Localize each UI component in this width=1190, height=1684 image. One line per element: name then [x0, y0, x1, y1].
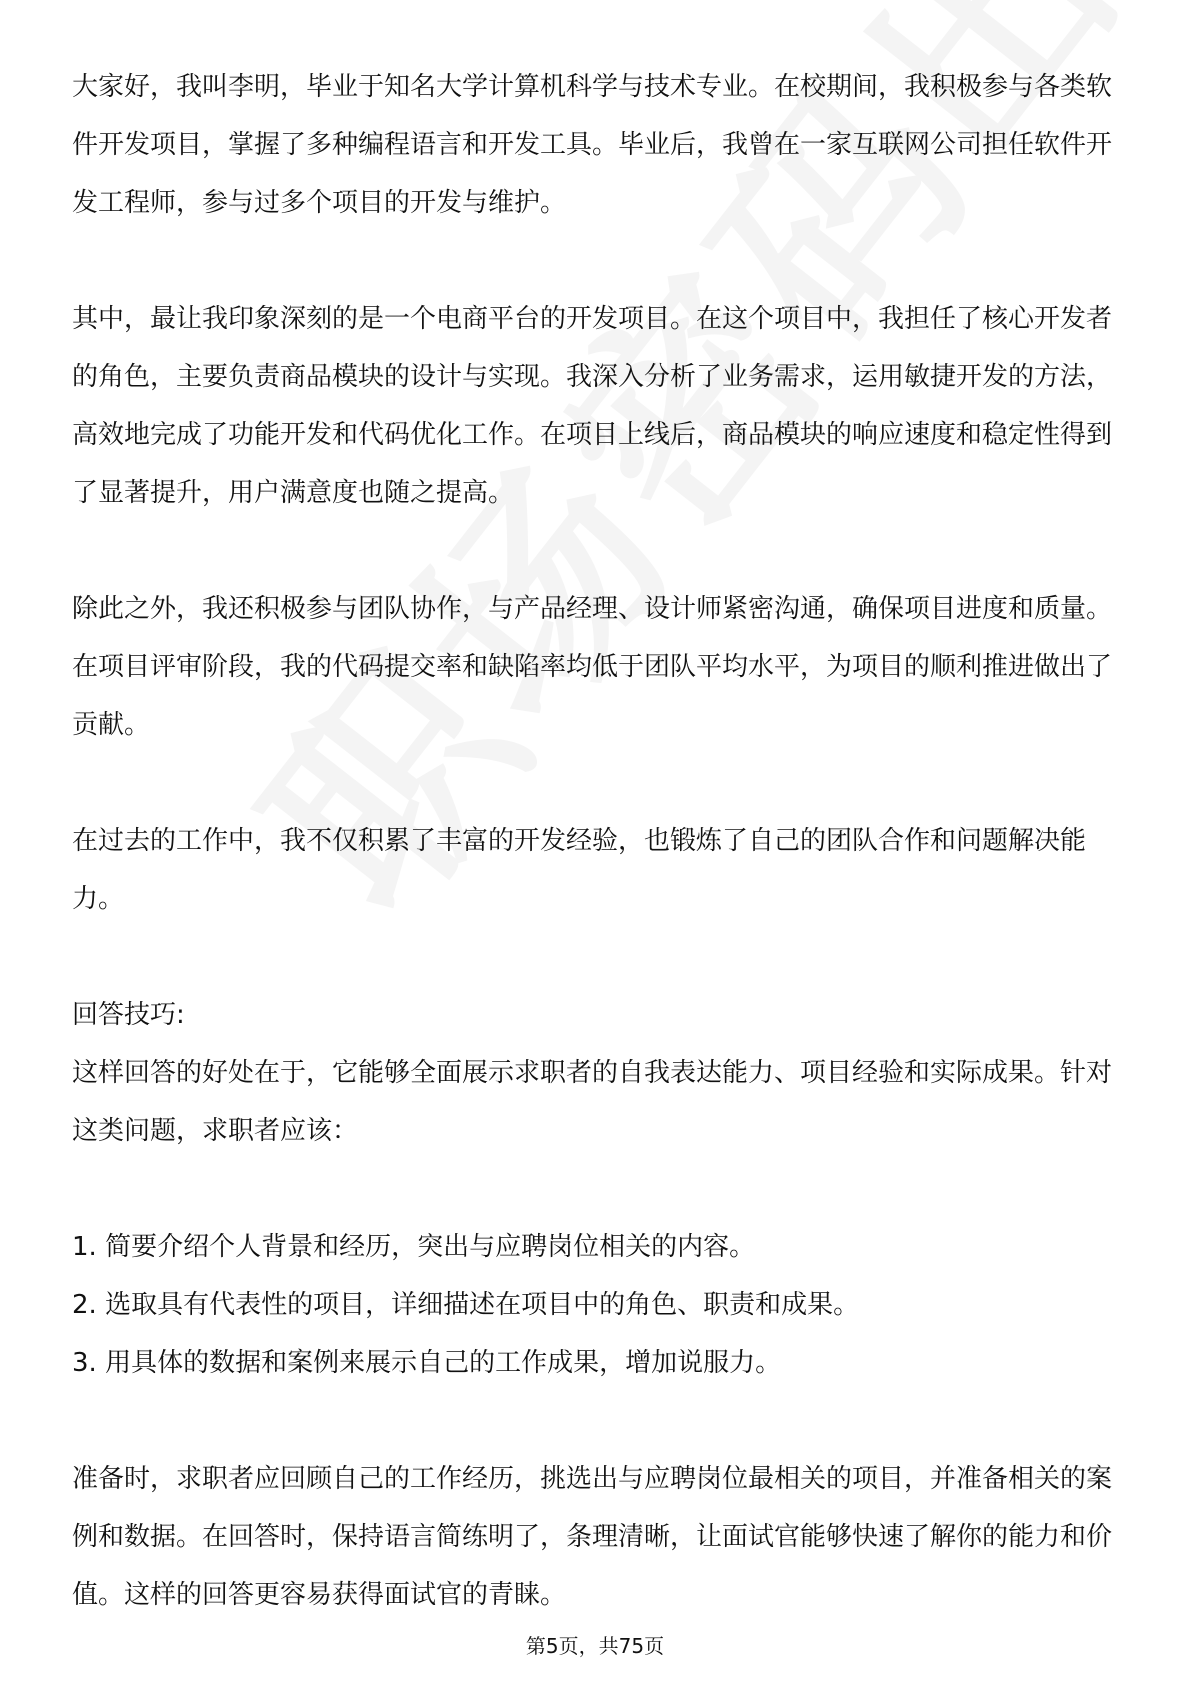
paragraph-teamwork: 除此之外，我还积极参与团队协作，与产品经理、设计师紧密沟通，确保项目进度和质量。在项目评审阶段，我的代码提交率和缺陷率均低于团队平均水平，为项目的顺利推进做出了贡献。	[72, 594, 1113, 740]
tips-section	[72, 986, 1118, 1160]
paragraph-intro: 大家好，我叫李明，毕业于知名大学计算机科学与技术专业。在校期间，我积极参与各类软件开发项目，掌握了多种编程语言和开发工具。毕业后，我曾在一家互联网公司担任软件开发工程师，参与过多个项目的开发与维护。	[72, 72, 1113, 218]
tips-list-item: 1. 简要介绍个人背景和经历，突出与应聘岗位相关的内容。	[72, 1232, 756, 1262]
tips-list	[72, 1218, 1118, 1392]
tips-conclusion: 准备时，求职者应回顾自己的工作经历，挑选出与应聘岗位最相关的项目，并准备相关的案例和数据。在回答时，保持语言简练明了，条理清晰，让面试官能够快速了解你的能力和价值。这样的回答更容易获得面试官的青睐。	[72, 1464, 1113, 1610]
document-body	[72, 58, 1118, 1682]
tips-list-item: 3. 用具体的数据和案例来展示自己的工作成果，增加说服力。	[72, 1348, 782, 1378]
page-number: 第5页，共75页	[525, 1634, 665, 1658]
tips-list-item: 2. 选取具有代表性的项目，详细描述在项目中的角色、职责和成果。	[72, 1290, 860, 1320]
tips-intro: 这样回答的好处在于，它能够全面展示求职者的自我表达能力、项目经验和实际成果。针对这类问题，求职者应该：	[72, 1058, 1113, 1146]
paragraph-summary: 在过去的工作中，我不仅积累了丰富的开发经验，也锻炼了自己的团队合作和问题解决能力。	[72, 826, 1087, 914]
paragraph-project: 其中，最让我印象深刻的是一个电商平台的开发项目。在这个项目中，我担任了核心开发者的角色，主要负责商品模块的设计与实现。我深入分析了业务需求，运用敏捷开发的方法，高效地完成了功能开发和代码优化工作。在项目上线后，商品模块的响应速度和稳定性得到了显著提升，用户满意度也随之提高。	[72, 304, 1113, 508]
tips-title: 回答技巧:	[72, 1000, 185, 1030]
